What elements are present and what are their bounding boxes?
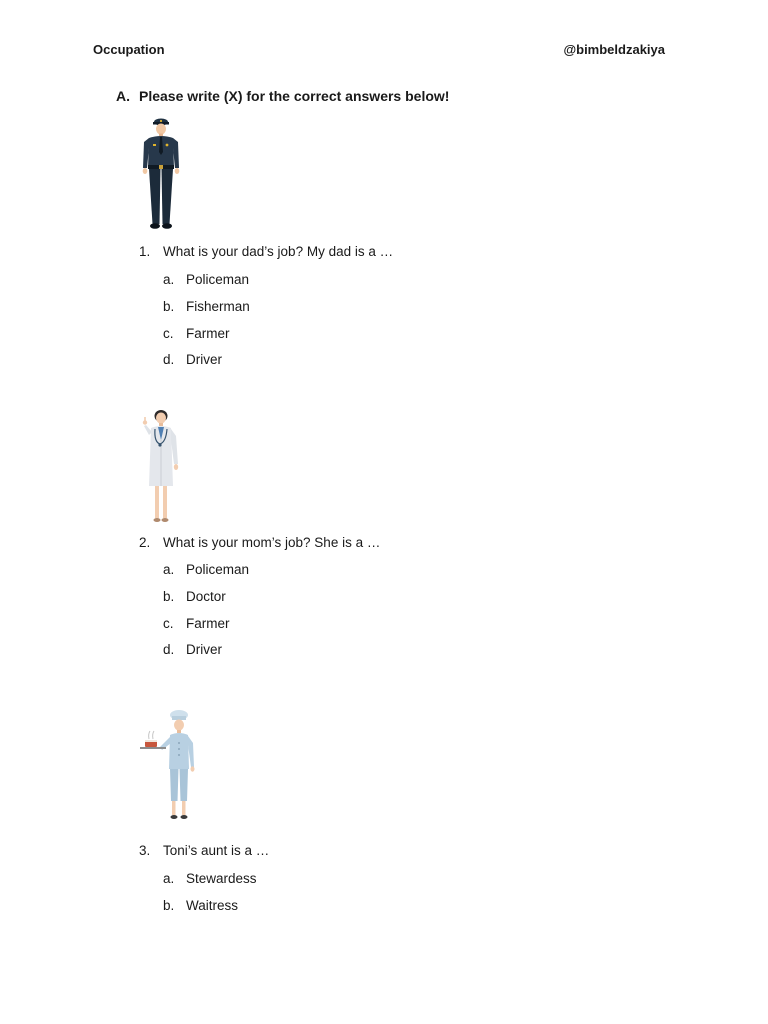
option-text: Waitress [186,897,239,913]
option-letter: b. [163,897,175,913]
document-title: Occupation [93,42,165,57]
option-letter: b. [163,298,175,314]
option-letter: b. [163,588,175,604]
option-text: Farmer [186,615,230,631]
option-text: Doctor [186,588,226,604]
option-text: Policeman [186,272,250,287]
document-author-handle: @bimbeldzakiya [563,42,665,57]
answer-option[interactable] [163,614,249,641]
question-text: What is your mom’s job? She is a … [163,535,381,550]
option-letter: a. [163,871,175,886]
answer-option[interactable] [163,587,249,614]
question-text: What is your dad’s job? My dad is a … [163,244,394,259]
policeman-icon [140,116,182,232]
answer-option[interactable] [163,560,249,587]
question-number: 3. [139,843,151,858]
answer-option[interactable] [163,640,249,667]
answer-option[interactable] [163,869,257,896]
answer-option[interactable] [163,350,250,377]
answer-option[interactable] [163,896,257,923]
question-3 [139,843,269,858]
answer-option[interactable] [163,297,250,324]
answer-options-1 [163,270,250,377]
option-text: Driver [186,642,222,658]
question-number: 1. [139,244,151,259]
question-2 [139,535,380,550]
option-letter: a. [163,272,175,287]
answer-option[interactable] [163,270,250,297]
option-letter: c. [163,325,174,341]
option-letter: d. [163,642,175,658]
option-letter: c. [163,615,174,631]
option-text: Fisherman [186,298,250,314]
answer-options-3 [163,869,257,923]
option-text: Farmer [186,325,230,341]
question-number: 2. [139,535,151,550]
option-text: Policeman [186,562,250,577]
section-heading [116,88,449,104]
option-letter: d. [163,352,175,368]
doctor-icon [138,408,184,524]
question-text: Toni’s aunt is a … [163,843,270,858]
answer-options-2 [163,560,249,667]
section-instruction: Please write (X) for the correct answers below! [139,88,450,104]
waitress-icon [136,709,200,825]
option-letter: a. [163,562,175,577]
option-text: Driver [186,352,222,368]
section-letter: A. [116,88,130,104]
question-1 [139,244,393,259]
answer-option[interactable] [163,324,250,351]
option-text: Stewardess [186,871,257,886]
